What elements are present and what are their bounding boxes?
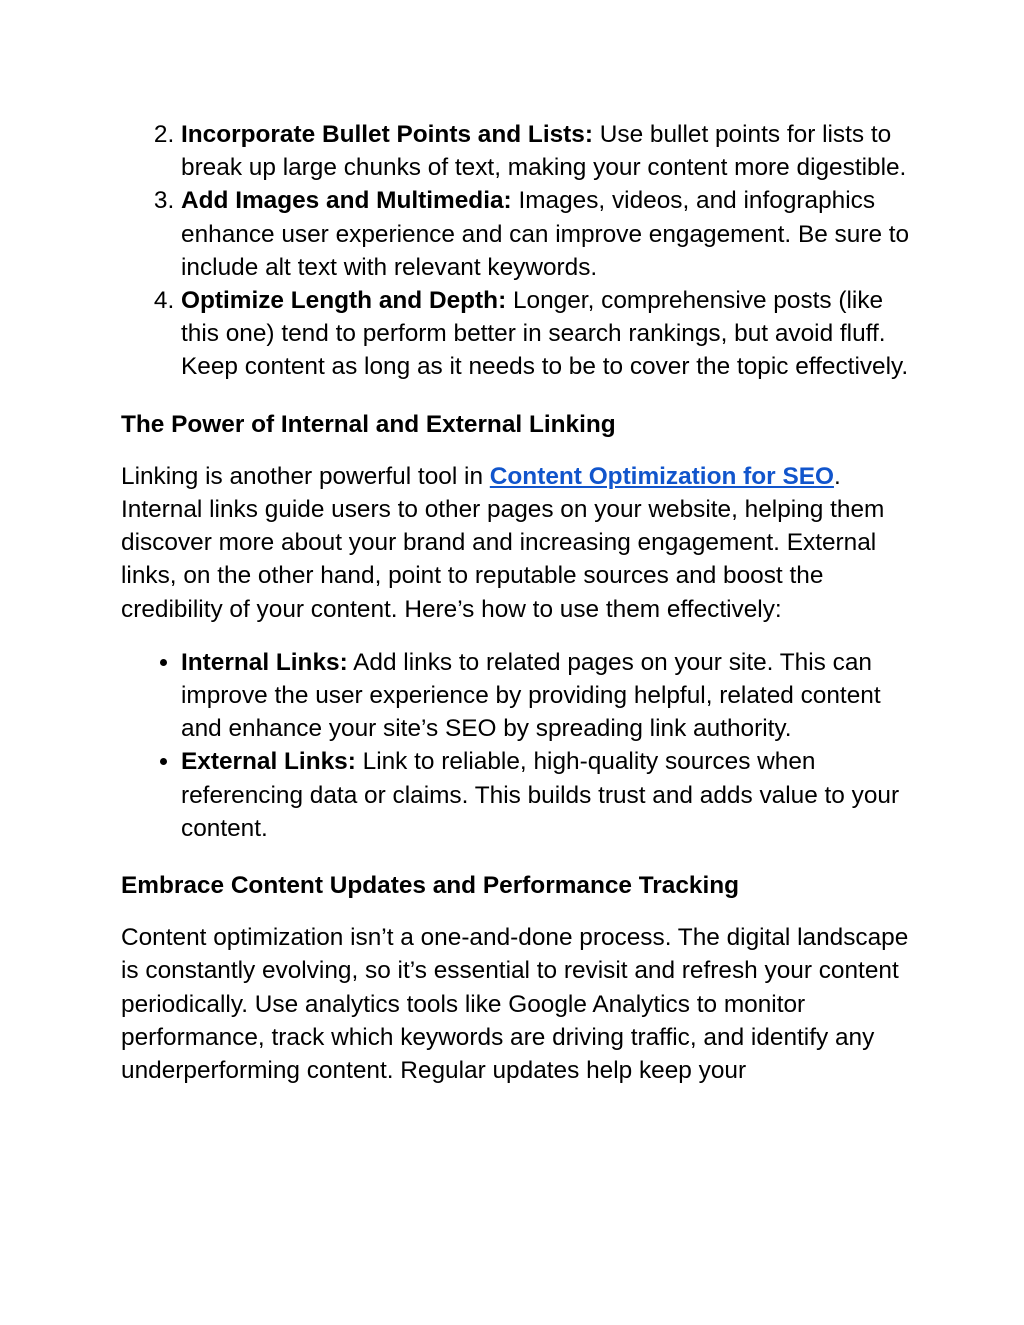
numbered-list — [121, 118, 911, 384]
list-item-text: Use bullet points for lists to break up large chunks of text, making your content more digestible. — [181, 121, 907, 182]
list-item-text: Images, videos, and infographics enhance user experience and can improve engagement. Be sure to include alt text with relevant keywords. — [181, 187, 910, 281]
bullet-item-internal-links — [181, 646, 911, 746]
list-item — [181, 118, 911, 184]
bullet-item-lead: Internal Links: — [181, 648, 348, 676]
bullet-item-text: Add links to related pages on your site. This can improve the user experience by providing helpful, related content and enhance your site’s SEO by spreading link authority. — [181, 648, 881, 743]
document-page — [121, 118, 911, 1087]
section-heading-linking: The Power of Internal and External Linking — [121, 410, 616, 438]
bullet-item-lead: External Links: — [181, 748, 356, 776]
list-item-text: Longer, comprehensive posts (like this one) tend to perform better in search rankings, but avoid fluff. Keep content as long as it needs to be to cover the topic effectively. — [181, 287, 909, 381]
linking-intro-after: . Internal links guide users to other pages on your website, helping them discover more about your brand and increasing engagement. External links, on the other hand, point to reputable sources and boost the credibility of your content. Here’s how to use them effectively: — [121, 462, 885, 623]
bullet-item-text: Link to reliable, high-quality sources when referencing data or claims. This builds trust and adds value to your content. — [181, 748, 900, 842]
updates-paragraph: Content optimization isn’t a one-and-done process. The digital landscape is constantly evolving, so it’s essential to revisit and refresh your content periodically. Use analytics tools like Google Analytics to monitor performance, track which keywords are driving traffic, and identify any underperforming content. Regular updates help keep your — [121, 924, 909, 1085]
list-item-lead: Incorporate Bullet Points and Lists: — [181, 121, 593, 148]
linking-paragraph — [121, 460, 911, 626]
content-optimization-link[interactable]: Content Optimization for SEO — [489, 462, 834, 490]
linking-intro-before: Linking is another powerful tool in — [121, 462, 490, 490]
list-item — [181, 184, 911, 284]
list-item-lead: Optimize Length and Depth: — [181, 287, 507, 315]
bullet-item-external-links — [181, 745, 911, 845]
list-item — [181, 284, 911, 384]
bullet-list — [121, 646, 911, 845]
list-item-lead: Add Images and Multimedia: — [181, 187, 512, 215]
section-heading-updates: Embrace Content Updates and Performance Tracking — [121, 872, 740, 900]
